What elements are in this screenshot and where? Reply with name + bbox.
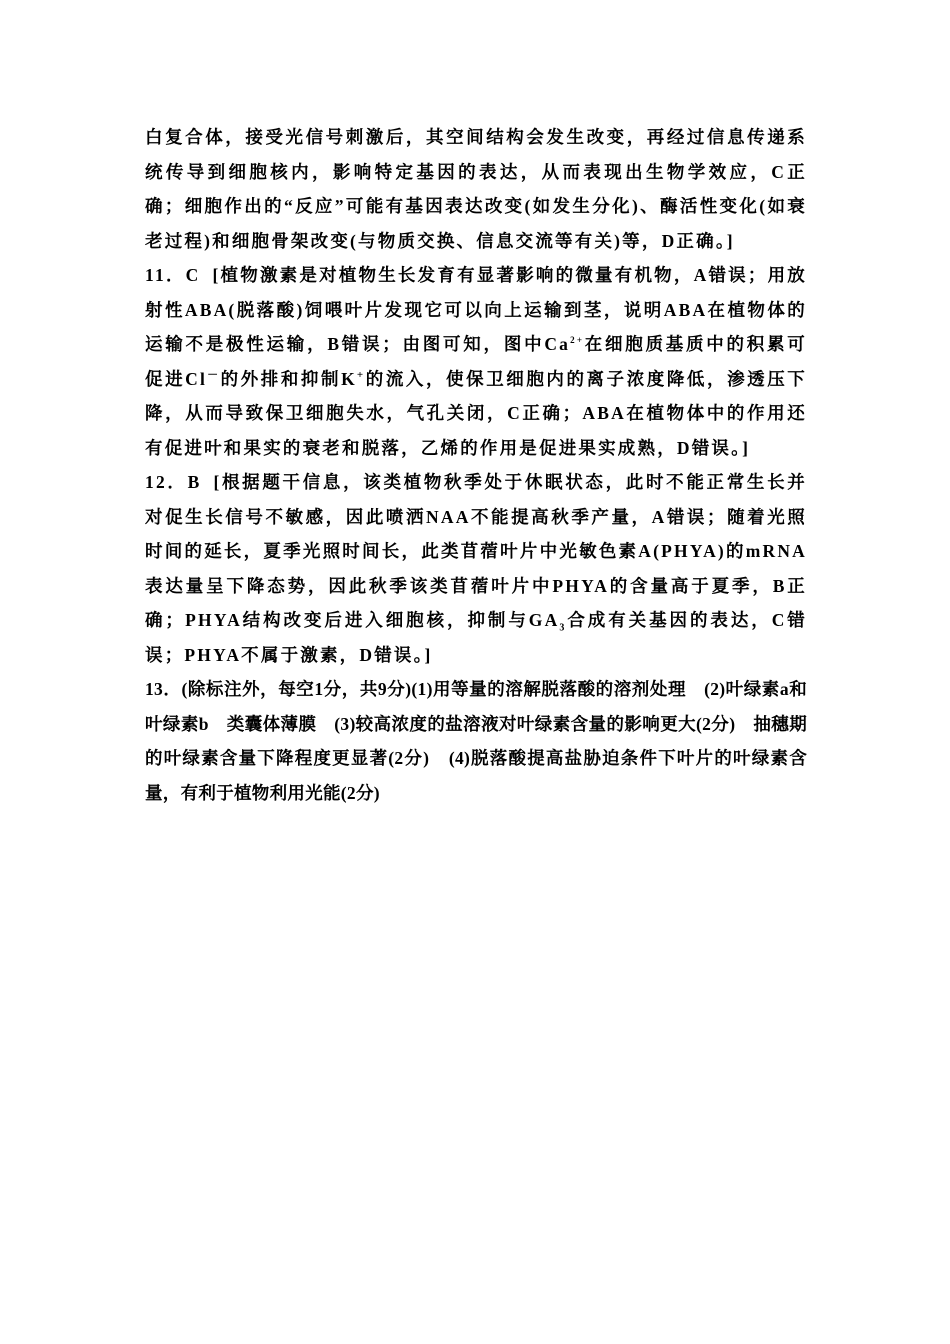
answer-page (145, 120, 807, 810)
answer-11-text-1: [植物激素是对植物生长发育有显著影响的微量有机物，A错误；用放射性ABA(脱落酸)饲喂叶片发现它可以向上运输到茎，说明ABA在植物体的运输不是极性运输，B错误；由图可知，图中Ca (145, 265, 807, 354)
answer-12-number: 12．B (145, 472, 202, 492)
answer-12-text-2: 合成有关基因的表达，C错误；PHYA不属于激素，D错误。] (145, 610, 807, 665)
answer-13-number: 13． (145, 679, 182, 699)
answer-13-text: (除标注外，每空1分，共9分)(1)用等量的溶解脱落酸的溶剂处理 (2)叶绿素a和叶绿素b 类囊体薄膜 (3)较高浓度的盐溶液对叶绿素含量的影响更大(2分) 抽穗期的叶绿素含量下降程度更显著(2分) (4)脱落酸提高盐胁迫条件下叶片的叶绿素含量，有利于植物利用光能(2分) (145, 679, 807, 803)
answer-11-text-4: 的流入，使保卫细胞内的离子浓度降低，渗透压下降，从而导致保卫细胞失水，气孔关闭，C正确；ABA在植物体中的作用还有促进叶和果实的衰老和脱落，乙烯的作用是促进果实成熟，D错误。] (145, 368, 808, 458)
answer-11-text-3: 的外排和抑制K (220, 368, 357, 389)
ga-subscript: 3 (559, 622, 567, 634)
cl-charge: － (207, 368, 221, 381)
answer-11 (145, 258, 807, 465)
continuation-text: 白复合体，接受光信号刺激后，其空间结构会发生改变，再经过信息传递系统传导到细胞核内，影响特定基因的表达，从而表现出生物学效应，C正确；细胞作出的“反应”可能有基因表达改变(如发生分化)、酶活性变化(如衰老过程)和细胞骨架改变(与物质交换、信息交流等有关)等，D正确。] (145, 127, 807, 251)
answer-12-text-1: [根据题干信息，该类植物秋季处于休眠状态，此时不能正常生长并对促生长信号不敏感，因此喷洒NAA不能提高秋季产量，A错误；随着光照时间的延长，夏季光照时间长，此类苜蓿叶片中光敏色素A(PHYA)的mRNA表达量呈下降态势，因此秋季该类苜蓿叶片中PHYA的含量高于夏季，B正确；PHYA结构改变后进入细胞核，抑制与GA (145, 472, 807, 630)
answer-11-number: 11．C (145, 265, 201, 285)
ca-charge: 2+ (570, 335, 585, 346)
k-charge: + (356, 368, 366, 381)
continuation-paragraph (145, 120, 807, 258)
answer-13 (145, 672, 807, 810)
answer-11-text-2: 在细胞质基质中的积累可促进Cl (145, 334, 807, 389)
answer-12 (145, 465, 807, 672)
